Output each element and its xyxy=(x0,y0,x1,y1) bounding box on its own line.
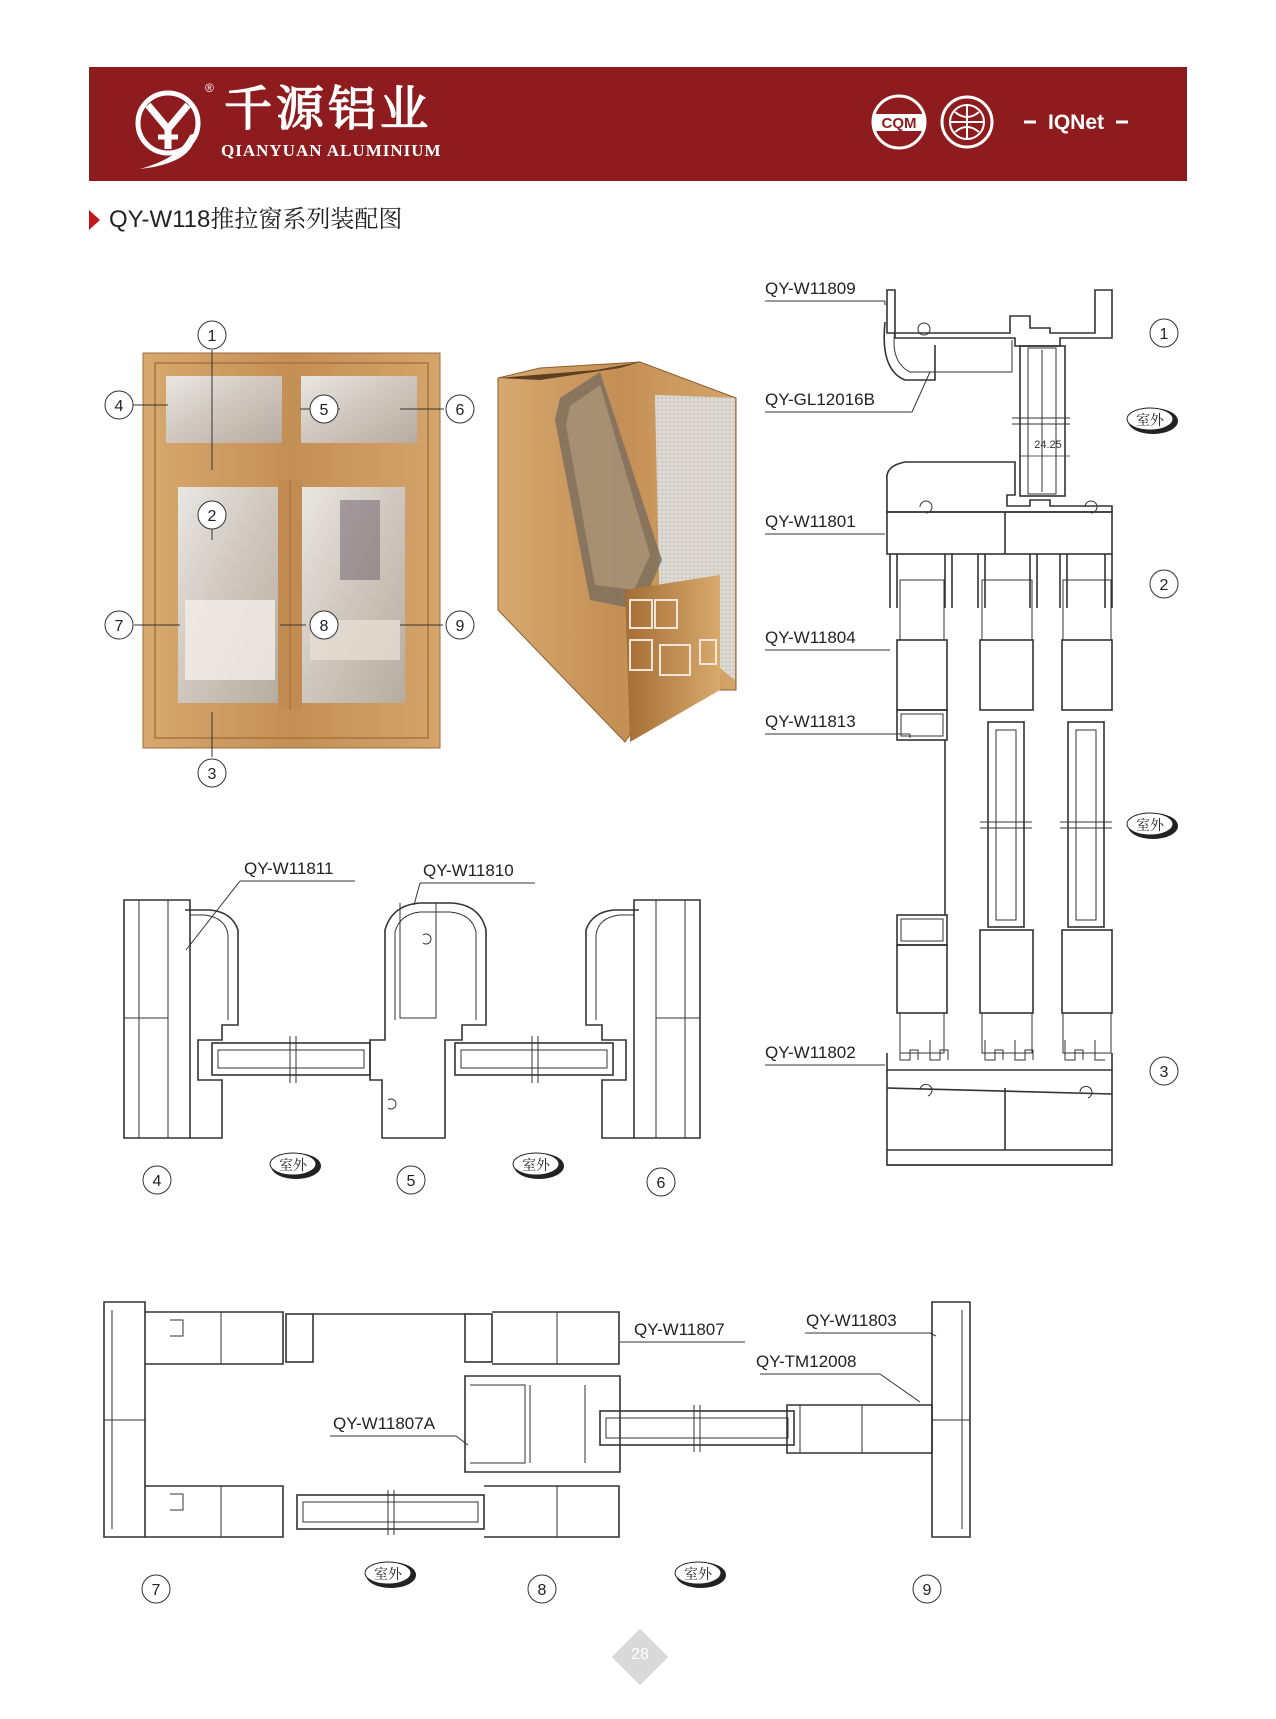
section-callout-3 xyxy=(1150,1057,1178,1085)
cqm-label: CQM xyxy=(881,115,917,132)
svg-text:2: 2 xyxy=(207,508,217,525)
part-label-w11813: QY-W11813 xyxy=(765,712,856,731)
part-label-gl12016b: QY-GL12016B xyxy=(765,390,875,409)
dimension-text: 24.25 xyxy=(1034,439,1062,451)
svg-text:4: 4 xyxy=(152,1173,162,1190)
section-callout-6 xyxy=(647,1168,675,1196)
svg-text:6: 6 xyxy=(656,1175,666,1192)
svg-text:1: 1 xyxy=(207,328,217,345)
brand-name-en: QIANYUAN ALUMINIUM xyxy=(221,141,442,160)
part-label-w11807: QY-W11807 xyxy=(634,1320,725,1339)
callout-4 xyxy=(105,391,133,419)
svg-text:7: 7 xyxy=(114,618,124,635)
callout-6 xyxy=(446,395,474,423)
iqnet-label: IQNet xyxy=(1047,111,1105,134)
profile-cutaway-3d xyxy=(498,362,736,742)
svg-text:6: 6 xyxy=(455,402,465,419)
callout-2 xyxy=(198,501,226,529)
svg-text:5: 5 xyxy=(406,1173,416,1190)
transom-pane-left xyxy=(166,376,282,443)
registered-mark: ® xyxy=(205,81,214,95)
section-callout-8 xyxy=(528,1575,556,1603)
svg-text:室外: 室外 xyxy=(1136,412,1164,428)
horizontal-section-top xyxy=(124,900,700,1138)
outdoor-tag xyxy=(270,1153,321,1179)
svg-text:3: 3 xyxy=(1159,1064,1169,1081)
svg-text:9: 9 xyxy=(922,1582,932,1599)
vertical-section xyxy=(884,290,1112,1165)
svg-text:室外: 室外 xyxy=(522,1157,550,1173)
outdoor-tag xyxy=(675,1562,726,1588)
window-elevation xyxy=(143,353,440,748)
svg-text:9: 9 xyxy=(455,618,465,635)
svg-text:2: 2 xyxy=(1159,577,1169,594)
horizontal-section-bottom xyxy=(104,1302,970,1537)
vertical-section-leaders xyxy=(765,301,930,1065)
section-callout-9 xyxy=(913,1575,941,1603)
callout-8 xyxy=(310,611,338,639)
section-callout-7 xyxy=(142,1575,170,1603)
part-label-tm12008: QY-TM12008 xyxy=(756,1352,857,1371)
svg-text:4: 4 xyxy=(114,398,124,415)
callout-7 xyxy=(105,611,133,639)
part-label-w11802: QY-W11802 xyxy=(765,1043,856,1062)
svg-text:室外: 室外 xyxy=(684,1566,712,1582)
section-callout-2 xyxy=(1150,570,1178,598)
svg-text:室外: 室外 xyxy=(374,1566,402,1582)
svg-text:3: 3 xyxy=(207,766,217,783)
outdoor-tag xyxy=(365,1562,416,1588)
page-title: QY-W118推拉窗系列装配图 xyxy=(109,206,403,233)
callout-5 xyxy=(310,395,338,423)
section-callout-5 xyxy=(397,1166,425,1194)
outdoor-tag xyxy=(513,1153,564,1179)
outdoor-tag xyxy=(1127,813,1178,839)
part-label-w11803: QY-W11803 xyxy=(806,1311,897,1330)
svg-text:5: 5 xyxy=(319,402,329,419)
callout-1 xyxy=(198,321,226,349)
section-callout-1 xyxy=(1150,319,1178,347)
callout-9 xyxy=(446,611,474,639)
callout-3 xyxy=(198,759,226,787)
part-label-w11804: QY-W11804 xyxy=(765,628,856,647)
section-callout-4 xyxy=(143,1166,171,1194)
part-label-w11810: QY-W11810 xyxy=(423,861,514,880)
svg-text:室外: 室外 xyxy=(279,1157,307,1173)
svg-text:7: 7 xyxy=(151,1582,161,1599)
outdoor-tag xyxy=(1127,408,1178,434)
brand-name-cn: 千源铝业 xyxy=(224,81,433,137)
part-label-w11801: QY-W11801 xyxy=(765,512,856,531)
svg-text:8: 8 xyxy=(319,618,329,635)
page-number: 28 xyxy=(631,1646,649,1663)
part-label-w11807a: QY-W11807A xyxy=(333,1414,436,1433)
part-label-w11809: QY-W11809 xyxy=(765,279,856,298)
part-label-w11811: QY-W11811 xyxy=(244,859,334,878)
svg-text:1: 1 xyxy=(1159,326,1169,343)
svg-text:室外: 室外 xyxy=(1136,817,1164,833)
svg-text:8: 8 xyxy=(537,1582,547,1599)
